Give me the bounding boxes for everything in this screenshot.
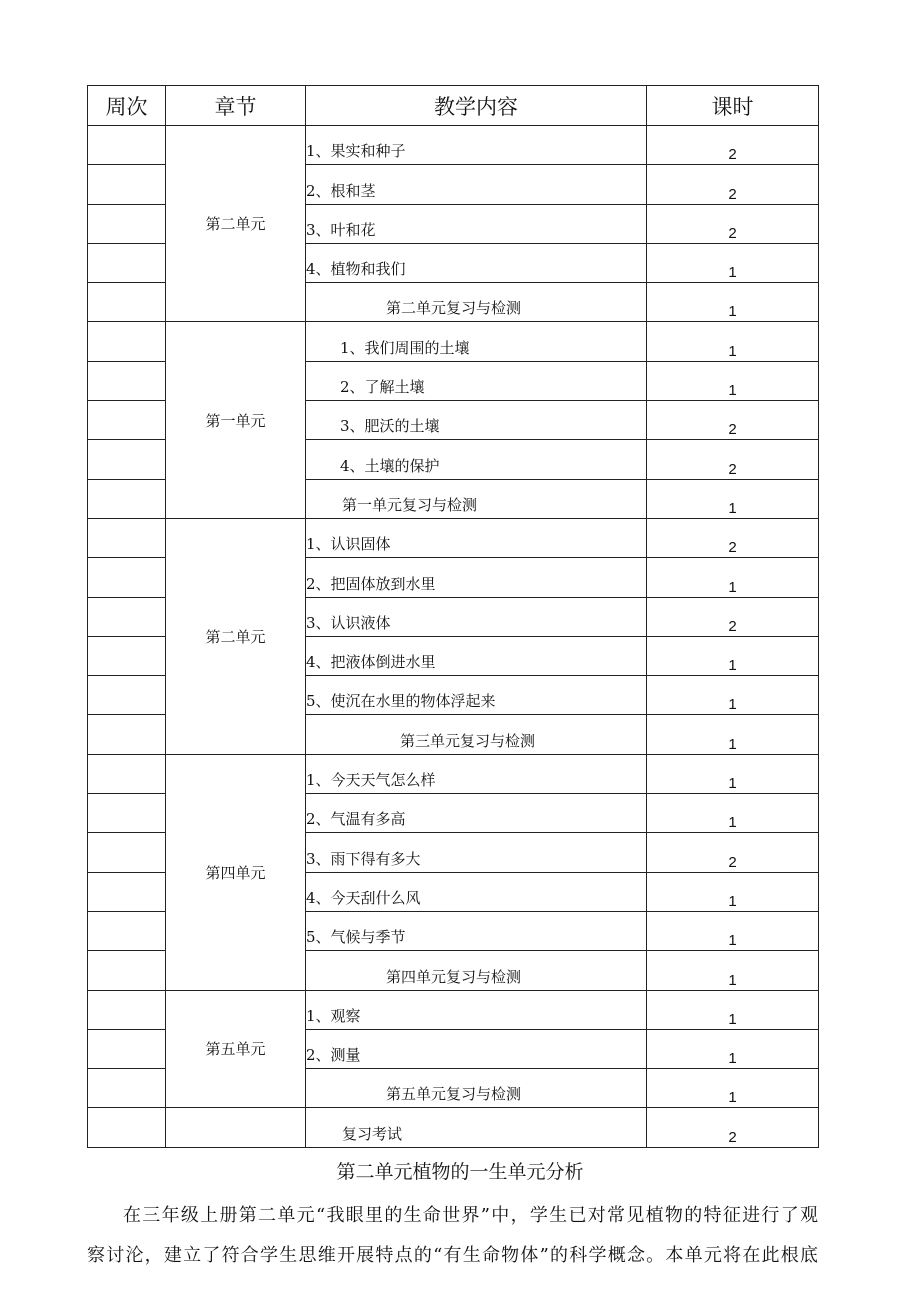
- week-cell: [88, 518, 166, 557]
- lesson-hours: 2: [647, 204, 819, 243]
- lesson-title: 第一单元复习与检测: [306, 479, 647, 518]
- lesson-title: 2、气温有多高: [306, 794, 647, 833]
- lesson-title: 3、叶和花: [306, 204, 647, 243]
- week-cell: [88, 1069, 166, 1108]
- lesson-hours: 2: [647, 401, 819, 440]
- lesson-title: 3、雨下得有多大: [306, 833, 647, 872]
- lesson-title: 第五单元复习与检测: [306, 1069, 647, 1108]
- lesson-title: 1、观察: [306, 990, 647, 1029]
- week-cell: [88, 951, 166, 990]
- lesson-title: 2、把固体放到水里: [306, 558, 647, 597]
- week-cell: [88, 1108, 166, 1147]
- lesson-title: 2、测量: [306, 1029, 647, 1068]
- lesson-title: 4、土壤的保护: [306, 440, 647, 479]
- lesson-hours: 1: [647, 872, 819, 911]
- lesson-hours: 1: [647, 1069, 819, 1108]
- week-cell: [88, 165, 166, 204]
- lesson-title: 3、认识液体: [306, 597, 647, 636]
- lesson-title: 1、今天天气怎么样: [306, 754, 647, 793]
- table-row: [88, 1108, 819, 1147]
- week-cell: [88, 558, 166, 597]
- lesson-hours: 1: [647, 243, 819, 282]
- table-row: [88, 518, 819, 557]
- week-cell: [88, 911, 166, 950]
- lesson-hours: 2: [647, 165, 819, 204]
- lesson-title: 4、今天刮什么风: [306, 872, 647, 911]
- lesson-title: 2、根和茎: [306, 165, 647, 204]
- lesson-title: 1、我们周围的土壤: [306, 322, 647, 361]
- week-cell: [88, 204, 166, 243]
- lesson-title: 第三单元复习与检测: [306, 715, 647, 754]
- lesson-title: 3、肥沃的土壤: [306, 401, 647, 440]
- header-chapter: 章节: [166, 86, 306, 126]
- header-hours: 课时: [647, 86, 819, 126]
- week-cell: [88, 597, 166, 636]
- lesson-hours: 1: [647, 676, 819, 715]
- week-cell: [88, 1029, 166, 1068]
- analysis-title: 第二单元植物的一生单元分析: [336, 1161, 584, 1183]
- lesson-hours: 1: [647, 754, 819, 793]
- lesson-title: 第二单元复习与检测: [306, 283, 647, 322]
- lesson-hours: 1: [647, 283, 819, 322]
- analysis-paragraph: [87, 1196, 818, 1276]
- lesson-hours: 2: [647, 518, 819, 557]
- week-cell: [88, 126, 166, 165]
- lesson-hours: 2: [647, 1108, 819, 1147]
- lesson-hours: 1: [647, 911, 819, 950]
- unit-name: 第一单元: [166, 322, 306, 518]
- lesson-title: 1、认识固体: [306, 518, 647, 557]
- week-cell: [88, 833, 166, 872]
- lesson-title: 1、果实和种子: [306, 126, 647, 165]
- week-cell: [88, 243, 166, 282]
- unit-name: 第二单元: [166, 126, 306, 322]
- paragraph-line: 察讨沦，建立了符合学生思维开展特点的“有生命物体”的科学概念。本单元将在此根底: [87, 1245, 818, 1266]
- lesson-title: 4、植物和我们: [306, 243, 647, 282]
- paragraph-line: 在三年级上册第二单元“我眼里的生命世界”中，学生已对常见植物的特征进行了观: [123, 1205, 818, 1226]
- table-row: [88, 126, 819, 165]
- lesson-hours: 2: [647, 833, 819, 872]
- week-cell: [88, 990, 166, 1029]
- lesson-title: 第四单元复习与检测: [306, 951, 647, 990]
- lesson-hours: 1: [647, 558, 819, 597]
- week-cell: [88, 361, 166, 400]
- week-cell: [88, 676, 166, 715]
- week-cell: [88, 715, 166, 754]
- teaching-schedule-table: [87, 85, 819, 1148]
- lesson-hours: 1: [647, 636, 819, 675]
- lesson-hours: 1: [647, 361, 819, 400]
- unit-name: 第四单元: [166, 754, 306, 990]
- lesson-hours: 2: [647, 440, 819, 479]
- chapter-cell: [166, 1108, 306, 1147]
- week-cell: [88, 794, 166, 833]
- header-content: 教学内容: [306, 86, 647, 126]
- week-cell: [88, 872, 166, 911]
- table-row: [88, 754, 819, 793]
- week-cell: [88, 401, 166, 440]
- header-week: 周次: [88, 86, 166, 126]
- week-cell: [88, 636, 166, 675]
- week-cell: [88, 754, 166, 793]
- table-header-row: [88, 86, 819, 126]
- table-row: [88, 990, 819, 1029]
- lesson-title: 5、气候与季节: [306, 911, 647, 950]
- lesson-hours: 2: [647, 126, 819, 165]
- lesson-hours: 1: [647, 990, 819, 1029]
- lesson-hours: 1: [647, 322, 819, 361]
- lesson-title: 2、了解土壤: [306, 361, 647, 400]
- table-row: [88, 322, 819, 361]
- lesson-title: 4、把液体倒进水里: [306, 636, 647, 675]
- unit-name: 第二单元: [166, 518, 306, 754]
- unit-name: 第五单元: [166, 990, 306, 1108]
- week-cell: [88, 283, 166, 322]
- week-cell: [88, 479, 166, 518]
- lesson-title: 5、使沉在水里的物体浮起来: [306, 676, 647, 715]
- lesson-hours: 1: [647, 715, 819, 754]
- week-cell: [88, 440, 166, 479]
- lesson-hours: 1: [647, 951, 819, 990]
- lesson-title: 复习考试: [306, 1108, 647, 1147]
- lesson-hours: 1: [647, 1029, 819, 1068]
- lesson-hours: 2: [647, 597, 819, 636]
- week-cell: [88, 322, 166, 361]
- lesson-hours: 1: [647, 479, 819, 518]
- lesson-hours: 1: [647, 794, 819, 833]
